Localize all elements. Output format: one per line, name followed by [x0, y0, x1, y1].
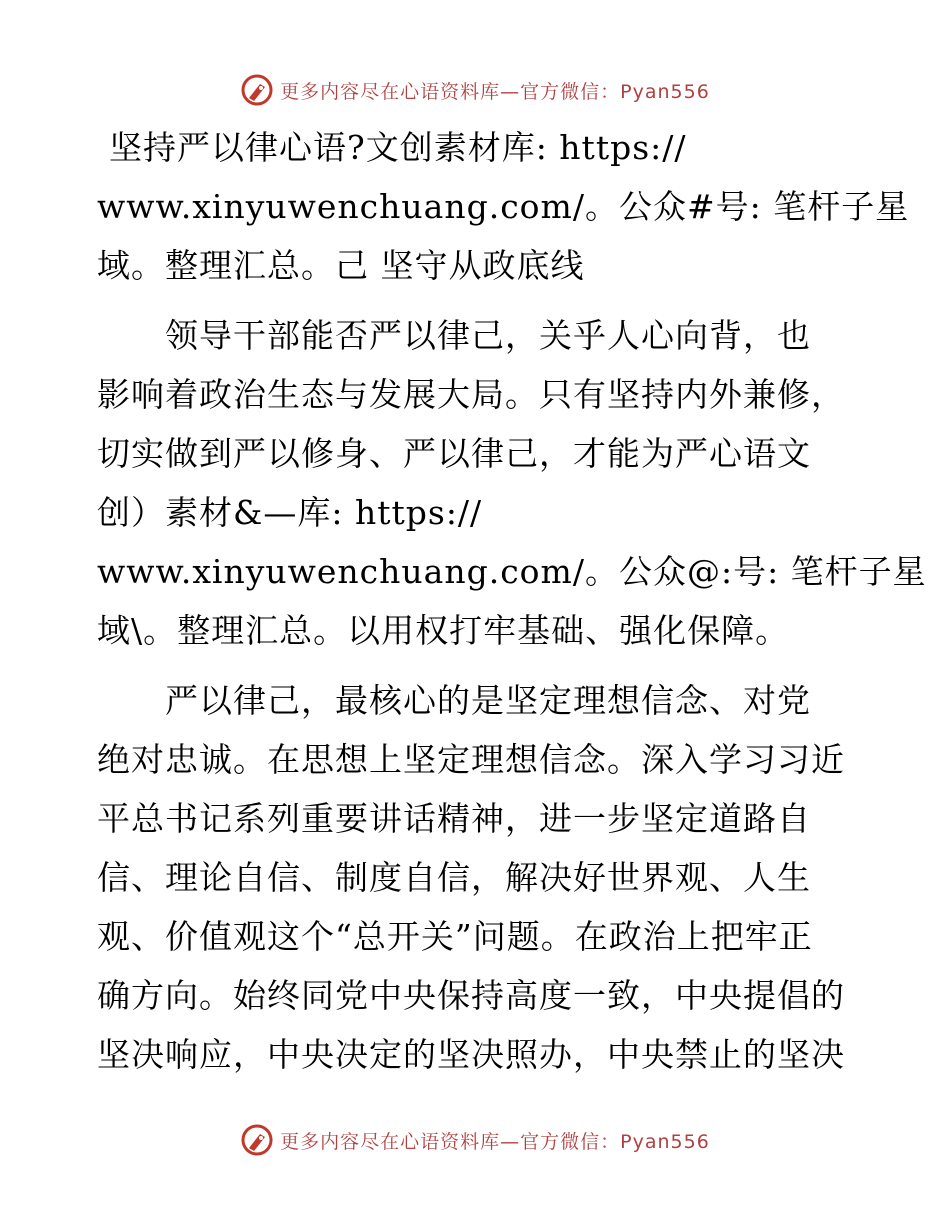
- text-line: 坚持严以律心语?文创素材库: https://: [109, 128, 687, 167]
- text-line: 域\。整理汇总。以用权打牢基础、强化保障。: [97, 611, 790, 650]
- footer-banner: [0, 1120, 950, 1160]
- text-line: 创）素材&—库: https://: [97, 493, 483, 532]
- text-line: 观、价值观这个“总开关”问题。在政治上把牢正: [97, 917, 813, 956]
- text-line: 确方向。始终同党中央保持高度一致，中央提倡的: [97, 976, 845, 1015]
- text-line: 坚决响应，中央决定的坚决照办，中央禁止的坚决: [97, 1035, 845, 1074]
- text-line: 域。整理汇总。己 坚守从政底线: [97, 246, 585, 285]
- pen-nib-logo-icon: [240, 73, 274, 107]
- paragraph-gap: [97, 295, 857, 306]
- text-line: 领导干部能否严以律己，关乎人心向背，也: [97, 316, 811, 355]
- banner-text: 更多内容尽在心语资料库—官方微信：Pyan556: [280, 1130, 710, 1153]
- text-line: 平总书记系列重要讲话精神，进一步坚定道路自: [97, 799, 811, 838]
- text-line: 影响着政治生态与发展大局。只有坚持内外兼修，: [97, 375, 845, 414]
- document-body: [97, 118, 927, 1084]
- header-banner: [0, 70, 950, 110]
- text-line: 严以律己，最核心的是坚定理想信念、对党: [97, 681, 811, 720]
- text-line: www.xinyuwenchuang.com/。公众@:号: 笔杆子星: [97, 552, 927, 591]
- paragraph-gap: [97, 660, 857, 671]
- pen-nib-logo-icon: [240, 1123, 274, 1157]
- banner-text: 更多内容尽在心语资料库—官方微信：Pyan556: [280, 80, 710, 103]
- text-line: 信、理论自信、制度自信，解决好世界观、人生: [97, 858, 811, 897]
- text-line: 绝对忠诚。在思想上坚定理想信念。深入学习习近: [97, 740, 845, 779]
- text-line: 切实做到严以修身、严以律己，才能为严心语文: [97, 434, 811, 473]
- text-line: www.xinyuwenchuang.com/。公众#号: 笔杆子星: [97, 187, 910, 226]
